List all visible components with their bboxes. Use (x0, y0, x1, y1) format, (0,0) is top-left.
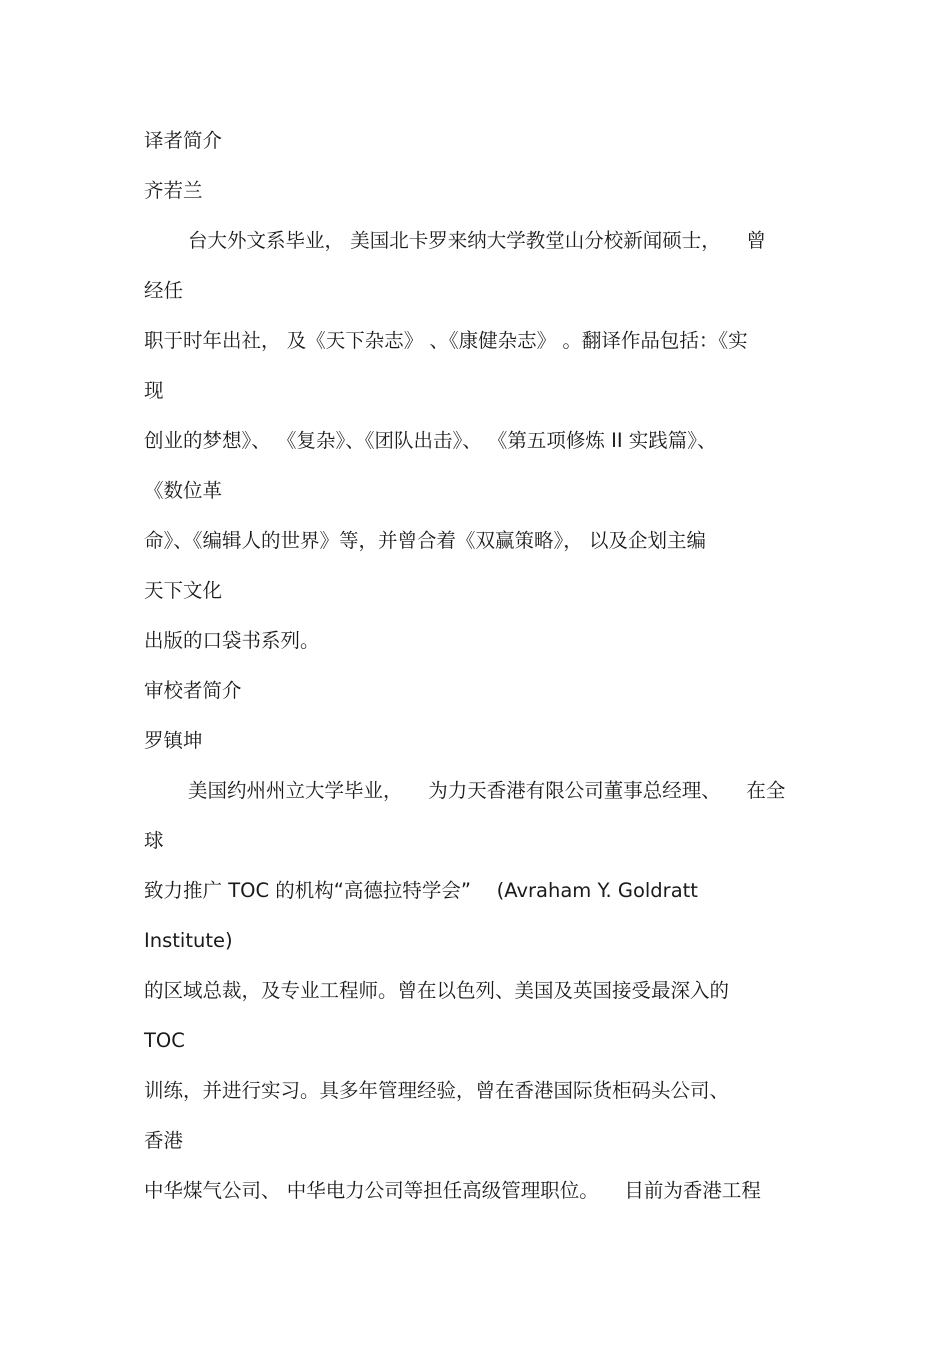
body-line: 球 (144, 829, 164, 852)
body-line: 台大外文系毕业， 美国北卡罗来纳大学教堂山分校新闻硕士， 曾 (188, 229, 766, 252)
body-line: 中华煤气公司、 中华电力公司等担任高级管理职位。 目前为香港工程 (144, 1179, 761, 1202)
body-line: 经任 (144, 279, 184, 302)
translator-heading: 译者简介 (144, 129, 223, 152)
body-line: 现 (144, 379, 164, 402)
body-line: 致力推广 TOC 的机构“高德拉特学会” (Avraham Y. Goldratt (144, 879, 698, 902)
body-line: 创业的梦想》、 《复杂》、《团队出击》、 《第五项修炼 II 实践篇》、 (144, 429, 717, 452)
body-line: 命》、《编辑人的世界》等，并曾合着《双赢策略》， 以及企划主编 (144, 529, 706, 552)
body-line: Institute) (144, 929, 233, 952)
body-line: 《数位革 (144, 479, 223, 502)
body-line: 美国约州州立大学毕业， 为力天香港有限公司董事总经理、 在全 (188, 779, 786, 802)
body-line: 出版的口袋书系列。 (144, 629, 320, 652)
body-line: 训练，并进行实习。具多年管理经验，曾在香港国际货柜码头公司、 (144, 1079, 730, 1102)
translator-name: 齐若兰 (144, 179, 203, 202)
body-line: 天下文化 (144, 579, 223, 602)
body-line: 的区域总裁，及专业工程师。曾在以色列、美国及英国接受最深入的 (144, 979, 730, 1002)
reviewer-heading: 审校者简介 (144, 679, 242, 702)
body-line: 职于时年出社， 及《天下杂志》 、《康健杂志》 。翻译作品包括：《实 (144, 329, 748, 352)
reviewer-name: 罗镇坤 (144, 729, 203, 752)
body-line: TOC (144, 1029, 185, 1052)
body-line: 香港 (144, 1129, 184, 1152)
